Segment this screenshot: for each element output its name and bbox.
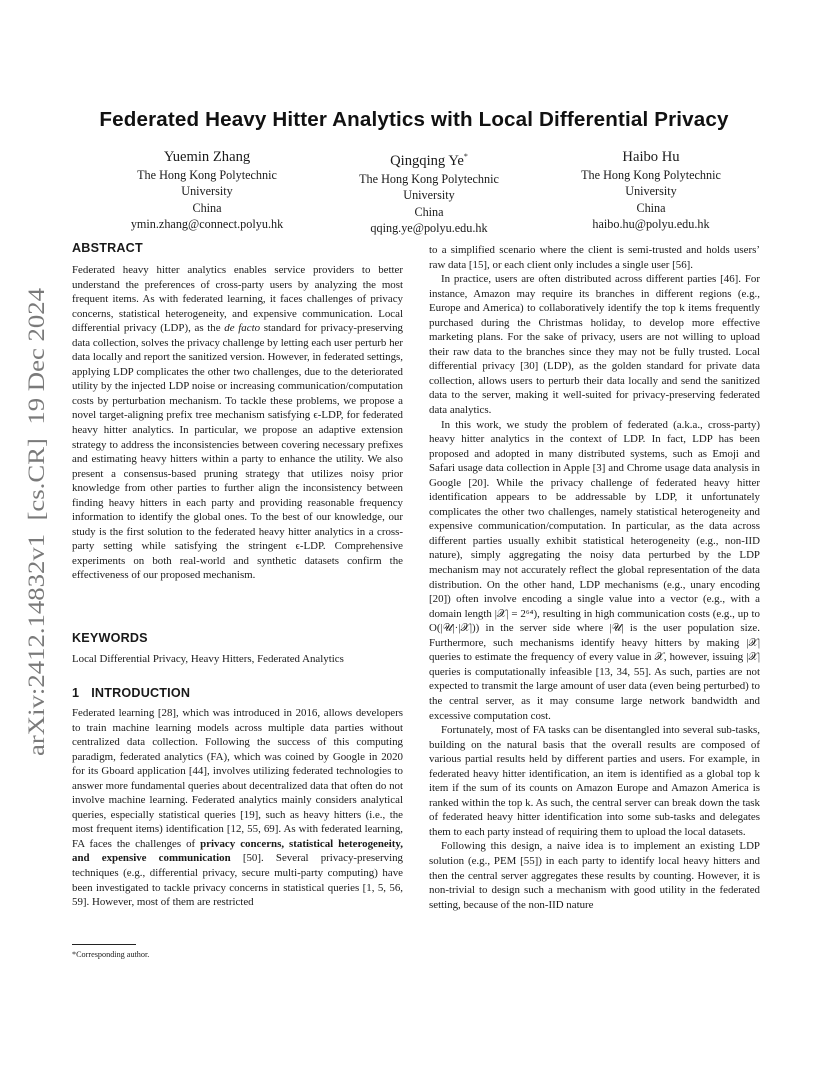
author-country: China bbox=[414, 204, 444, 219]
footnote: *Corresponding author. bbox=[72, 950, 150, 959]
corresponding-mark: * bbox=[463, 152, 468, 161]
keywords-body bbox=[72, 652, 403, 667]
author-name: Haibo Hu bbox=[622, 149, 680, 165]
author-affiliation-line2: University bbox=[625, 184, 677, 199]
intro-paragraph: In practice, users are often distributed across different parties [46]. For instance, Amazon may require its branches in different regions (e.g., Europe and America) to collaboratively identify the top k items frequently purchased during the Christmas holiday, to develop more effective marketing plans. For the sake of privacy, users are not willing to upload their raw data to the branches since they may not be fully trusted. Local differential privacy [30] (LDP), as the golden standard for private data collection, allows users to perturb their data locally and send the sanitized data to the server, making it well-suited for privacy-preserving federated data analytics. bbox=[429, 273, 760, 417]
keywords-text: Local Differential Privacy, Heavy Hitters, Federated Analytics bbox=[72, 653, 344, 665]
intro-paragraph: In this work, we study the problem of federated (a.k.a., cross-party) heavy hitter analytics in the context of LDP. In fact, LDP has been proposed and adopted in many distributed systems, such as Emoji and Safari usage data collection in Apple [3] and Chrome usage data analysis in Google [20]. While the privacy challenge of federated heavy hitter identification appears to be addressable by LDP, it unfortunately complicates the other two challenges, namely statistical heterogeneity and expensive communication/computation. In particular, as the data across different parties usually exhibit statistical heterogeneity (e.g., non-IID nature), simply aggregating the noisy data perturbed by the LDP mechanism may not accurately reflect the global representation of the data distribution. On the other hand, LDP mechanisms (e.g., unary encoding [20]) often involve encoding a single value into a vector (e.g., with a domain length |𝒳| = 2⁶⁴), resulting in high communication costs (e.g., up to O(|𝒰|·|𝒳|)) in the server side where |𝒰| is the user population size. Furthermore, such mechanisms identify heavy hitters by making |𝒳| queries to estimate the frequency of every value in 𝒳, however, issuing |𝒳| queries is computationally infeasible [13, 34, 55]. As such, parties are not expected to transmit the large amount of user data (even being perturbed) to the central server, as it may consume large network bandwidth and excessive computation cost. bbox=[429, 418, 760, 722]
section-number: 1 bbox=[72, 686, 80, 700]
keywords-heading: KEYWORDS bbox=[72, 631, 148, 645]
intro-text-2: [50]. Several privacy-preserving techniques (e.g., differential privacy, secure multi-party computing) have been investigated to tackle privacy concerns in statistical queries [1, 5, 56, 59]. However, most of them are restricted bbox=[72, 852, 403, 909]
introduction-right-column bbox=[429, 243, 760, 912]
intro-paragraph bbox=[72, 706, 403, 910]
abstract-paragraph bbox=[72, 263, 403, 583]
arxiv-identifier-text: arXiv:2412.14832v1 [cs.CR] 19 Dec 2024 bbox=[24, 344, 50, 756]
author-affiliation-line2: University bbox=[403, 188, 455, 203]
author-affiliation: The Hong Kong Polytechnic bbox=[137, 168, 277, 182]
author-country: China bbox=[636, 200, 666, 215]
introduction-heading bbox=[72, 686, 190, 700]
author-affiliation-line2: University bbox=[181, 184, 233, 199]
author-affiliation: The Hong Kong Polytechnic bbox=[581, 168, 721, 182]
intro-text-1: Federated learning [28], which was introduced in 2016, allows developers to train machine learning models across multiple data parties without centralized data collection. Following the success of this computing paradigm, federated analytics (FA), which was coined by Google in 2020 for its Gboard application [44], involves utilizing federated technologies to answer more fundamental queries about decentralized data that often do not involve machine learning. Federated analytics mainly considers analytical queries, especially statistical queries [19], such as heavy hitters (i.e., the most frequent items) identification [12, 55, 69]. As with federated learning, FA faces the challenges of bbox=[72, 707, 403, 850]
author-block bbox=[536, 148, 766, 233]
abstract-text-1: Federated heavy hitter analytics enables service providers to better understand the preferences of cross-party users by analyzing the most frequent items. As with federated learning, it faces challenges of privacy concerns, statistical heterogeneity, and expensive communication. Local differential privacy (LDP), as the bbox=[72, 264, 403, 335]
author-affiliation: The Hong Kong Polytechnic bbox=[359, 171, 499, 186]
author-name bbox=[314, 148, 544, 170]
abstract-heading: ABSTRACT bbox=[72, 241, 143, 255]
intro-paragraph: Following this design, a naive idea is to implement an existing LDP solution (e.g., PEM [55]) in each party to identify local heavy hitters and then the central server aggregates these results by counting. However, it is non-trivial to design such a mechanism with good utility in the federated setting, because of the non-IID nature bbox=[429, 840, 760, 911]
abstract-text-2: standard for privacy-preserving data collection, solves the privacy challenge by letting each user perturb her data locally and report the sanitized version. However, in federated settings, applying LDP complicates the other two challenges, due to the deteriorated utility by the injected LDP noise or increasing communication/computation costs by perturbation mechanism. To tackle these problems, we propose a novel target-aligning prefix tree mechanism satisfying ϵ-LDP, for federated heavy hitter analytics. In particular, we propose an adaptive extension strategy to address the inconsistencies between covering necessary prefixes and estimating heavy hitters within a party to enhance the utility. We also present a consensus-based pruning strategy that utilizes noisy prior knowledge from other parties to further align the inconsistency between finding heavy hitters in each party and providing reasonable frequency information to identify the global ones. To the best of our knowledge, our study is the first solution to the federated heavy hitter analytics in a cross-party setting while satisfying the stringent ϵ-LDP. Comprehensive experiments on both real-world and synthetic datasets confirm the effectiveness of our proposed mechanism. bbox=[72, 322, 403, 582]
intro-paragraph: Fortunately, most of FA tasks can be disentangled into several sub-tasks, building on the natural basis that the overall results are composed of various partial results held by different parties and users. For example, in federated heavy hitter identification, an item is identified as a global top k item if the sum of its counts on Amazon Europe and Amazon America is ranked within the top k. As such, the central server can break down the task of federated heavy hitter identification into some sub-tasks and delegates them to each party instead of requiring them to upload the local datasets. bbox=[429, 724, 760, 838]
author-name-text: Qingqing Ye bbox=[390, 152, 464, 169]
author-email: ymin.zhang@connect.polyu.hk bbox=[130, 217, 284, 232]
intro-bold: privacy concerns, statistical heterogeneity, and expensive communication bbox=[72, 837, 403, 865]
abstract-body bbox=[72, 263, 403, 583]
author-name: Yuemin Zhang bbox=[163, 149, 251, 165]
intro-paragraph: to a simplified scenario where the client is semi-trusted and holds users’ raw data [15], or each client only includes a single user [56]. bbox=[429, 244, 760, 271]
abstract-italic: de facto bbox=[224, 322, 261, 335]
author-block bbox=[92, 148, 322, 233]
paper-title: Federated Heavy Hitter Analytics with Local Differential Privacy bbox=[99, 108, 729, 131]
section-title: INTRODUCTION bbox=[91, 686, 191, 700]
author-block bbox=[314, 148, 544, 236]
arxiv-identifier bbox=[17, 286, 51, 756]
footnote-rule bbox=[72, 944, 136, 945]
author-email: haibo.hu@polyu.edu.hk bbox=[592, 217, 710, 232]
author-country: China bbox=[192, 200, 222, 215]
author-email: qqing.ye@polyu.edu.hk bbox=[370, 221, 488, 236]
introduction-left-column bbox=[72, 706, 403, 910]
